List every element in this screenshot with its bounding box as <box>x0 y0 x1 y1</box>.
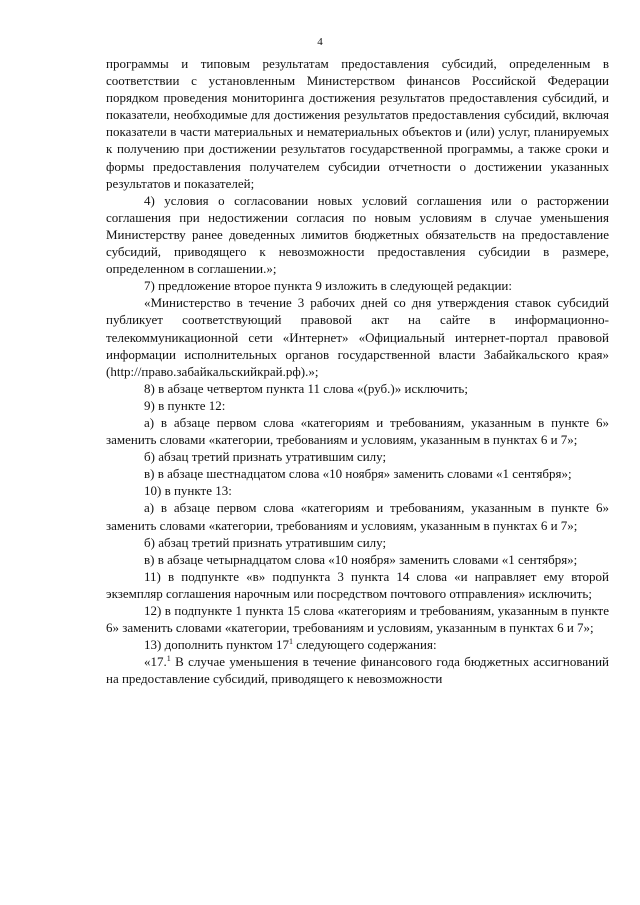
paragraph-item-4-agreement-conditions: 4) условия о согласовании новых условий соглашения или о расторжении соглашения при недостижении согласия по новым условиям в случае уменьшения Министерству ранее доведенных лимитов бюджетных обязательств на предоставление субсидий, приводящего к невозможности предоставления субсидии в размере, определенном в соглашении.»; <box>106 192 609 277</box>
paragraph-item-9-b: б) абзац третий признать утратившим силу; <box>144 449 387 465</box>
page-number: 4 <box>317 36 323 48</box>
paragraph-item-9: 9) в пункте 12: <box>144 397 226 413</box>
paragraph-item-10-b: б) абзац третий признать утратившим силу; <box>144 534 387 550</box>
paragraph-item-13 <box>106 636 609 653</box>
paragraph-programs-results: программы и типовым результатам предоставления субсидий, определенным в соответствии с установленным Министерством финансов Российской Федерации порядком проведения мониторинга достижения результатов предоставления субсидий, и показатели, необходимые для достижения результатов предоставления субсидий, включая показатели в части материальных и нематериальных объектов и (или) услуг, планируемых к получению при достижении результатов государственной программы, а также сроки и формы предоставления получателем субсидии отчетности о достижении указанных результатов и показателей; <box>106 56 609 191</box>
paragraph-item-7: 7) предложение второе пункта 9 изложить в следующей редакции: <box>144 278 512 294</box>
paragraph-item-10: 10) в пункте 13: <box>144 483 232 499</box>
paragraph-item-10-a: а) в абзаце первом слова «категориям и требованиям, указанным в пункте 6» заменить словами «категории, требованиям и условиям, указанным в пунктах 6 и 7»; <box>106 500 609 533</box>
paragraph-item-10-v: в) в абзаце четырнадцатом слова «10 ноября» заменить словами «1 сентября»; <box>144 551 578 567</box>
item-13-superscript: 1 <box>289 637 294 647</box>
item-17-1-superscript: 1 <box>166 654 171 664</box>
document-body <box>106 55 609 687</box>
paragraph-item-11: 11) в подпункте «в» подпункта 3 пункта 14 слова «и направляет ему второй экземпляр соглашения нарочным или посредством почтового отправления» исключить; <box>106 568 609 601</box>
item-17-1-text-end: В случае уменьшения в течение финансового года бюджетных ассигнований на предоставление субсидий, приводящего к невозможности <box>106 654 609 687</box>
paragraph-item-9-v: в) в абзаце шестнадцатом слова «10 ноября» заменить словами «1 сентября»; <box>144 466 572 482</box>
paragraph-ministry-publication: «Министерство в течение 3 рабочих дней со дня утверждения ставок субсидий публикует соответствующий правовой акт на сайте в информационно-телекоммуникационной сети «Интернет» «Официальный интернет-портал правовой информации исполнительных органов государственной власти Забайкальского края» (http://право.забайкальскийкрай.рф).»; <box>106 295 609 379</box>
paragraph-item-9-a: а) в абзаце первом слова «категориям и требованиям, указанным в пункте 6» заменить словами «категории, требованиям и условиям, указанным в пунктах 6 и 7»; <box>106 414 609 448</box>
paragraph-item-12: 12) в подпункте 1 пункта 15 слова «категориям и требованиям, указанным в пункте 6» заменить словами «категории, требованиям и условиям, указанным в пунктах 6 и 7»; <box>106 603 609 636</box>
item-13-text-start: 13) дополнить пунктом 17 <box>144 637 290 653</box>
paragraph-item-8: 8) в абзаце четвертом пункта 11 слова «(руб.)» исключить; <box>144 380 468 396</box>
paragraph-new-item-17-1 <box>106 653 609 687</box>
item-17-1-text-start: «17. <box>144 654 167 670</box>
item-13-text-end: следующего содержания: <box>293 637 437 653</box>
